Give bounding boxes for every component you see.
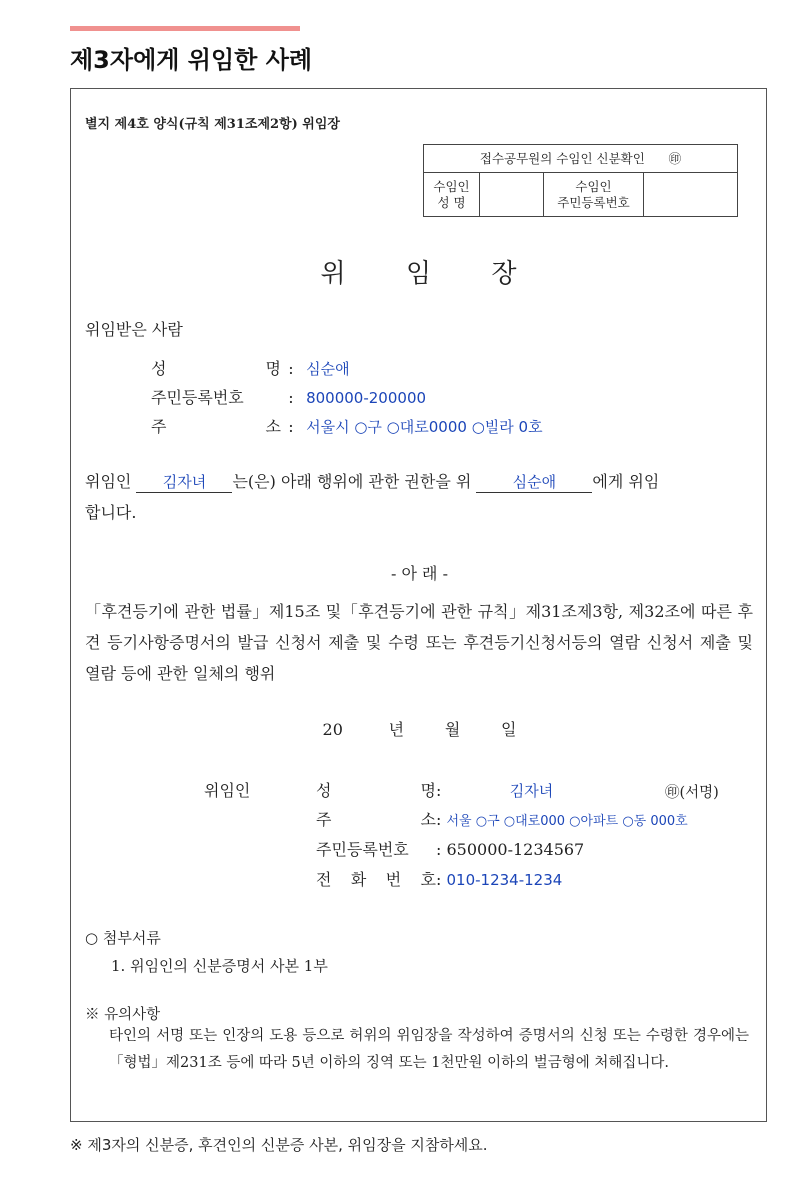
verify-name-label: 수임인 성 명 bbox=[424, 173, 480, 217]
agent-name-field: 심순애 bbox=[476, 472, 592, 493]
delegator-address-value: 서울 ○구 ○대로000 ○아파트 ○동 000호 bbox=[446, 814, 688, 829]
delegated-scope-text: 「후견등기에 관한 법률」제15조 및「후견등기에 관한 규칙」제31조제3항, 제32조에 따른 후견 등기사항증명서의 발급 신청서 제출 및 수령 또는 후견등기신청서등의 열람 신청서 제출 및 열람 등에 관한 일체의 행위 bbox=[85, 602, 753, 683]
verify-name-cell bbox=[480, 173, 544, 217]
delegation-statement: 위임인 김자녀 는(은) 아래 행위에 관한 권한을 위 심순애 에게 위임 bbox=[85, 472, 660, 491]
agent-rrn-value: 800000-200000 bbox=[306, 389, 427, 407]
seal-signature-mark: ㊞(서명) bbox=[665, 785, 719, 801]
title-accent-bar bbox=[70, 26, 300, 31]
date-line: 20 년 월 일 bbox=[322, 720, 517, 739]
agent-name-row: 성 명 : 심순애 bbox=[151, 359, 350, 378]
notes-text: 타인의 서명 또는 인장의 도용 등으로 허위의 위임장을 작성하여 증명서의 신청 또는 수령한 경우에는「형법」제231조 등에 따라 5년 이하의 징역 또는 1천만원 이하의 벌금형에 처해집니다. bbox=[109, 1028, 749, 1071]
verify-rrn-label: 수임인 주민등록번호 bbox=[544, 173, 644, 217]
form-title: 위 임 장 bbox=[320, 259, 519, 289]
power-of-attorney-form bbox=[70, 88, 767, 1122]
agent-address-row: 주 소 : 서울시 ○구 ○대로0000 ○빌라 0호 bbox=[151, 417, 543, 436]
footer-note: ※ 제3자의 신분증, 후견인의 신분증 사본, 위임장을 지참하세요. bbox=[70, 1136, 488, 1154]
delegator-name-field: 김자녀 bbox=[136, 472, 232, 493]
section-title: 제3자에게 위임한 사례 bbox=[70, 46, 313, 74]
delegator-role-label: 위임인 bbox=[204, 781, 251, 800]
delegator-name-value: 김자녀 bbox=[509, 782, 554, 800]
verify-rrn-cell bbox=[644, 173, 738, 217]
agent-section-label: 위임받은 사람 bbox=[85, 320, 183, 339]
delegator-name-row: 성 명: 김자녀 bbox=[316, 778, 616, 801]
below-heading: - 아 래 - bbox=[391, 564, 448, 583]
form-label: 별지 제4호 양식(규칙 제31조제2항) 위임장 bbox=[85, 117, 340, 132]
delegator-rrn-value: 650000-1234567 bbox=[446, 840, 585, 859]
attachments-heading: ○ 첨부서류 bbox=[85, 929, 161, 947]
delegator-phone-value: 010-1234-1234 bbox=[446, 871, 563, 889]
agent-name-value: 심순애 bbox=[306, 360, 350, 378]
seal-icon: ㊞ bbox=[668, 150, 682, 166]
delegation-statement-end: 합니다. bbox=[85, 503, 137, 522]
verify-header: 접수공무원의 수임인 신분확인 ㊞ bbox=[424, 145, 738, 173]
official-verify-box bbox=[423, 144, 738, 217]
notes-heading: ※ 유의사항 bbox=[85, 1007, 161, 1023]
delegator-address-row: 주 소: 서울 ○구 ○대로000 ○아파트 ○동 000호 bbox=[316, 810, 688, 829]
attachment-item: 1. 위임인의 신분증명서 사본 1부 bbox=[111, 957, 328, 975]
agent-rrn-row: 주민등록번호 : 800000-200000 bbox=[151, 388, 427, 407]
delegator-rrn-row: 주민등록번호 : 650000-1234567 bbox=[316, 840, 585, 859]
delegator-phone-row: 전 화 번 호: 010-1234-1234 bbox=[316, 870, 563, 889]
agent-address-value: 서울시 ○구 ○대로0000 ○빌라 0호 bbox=[306, 418, 543, 436]
